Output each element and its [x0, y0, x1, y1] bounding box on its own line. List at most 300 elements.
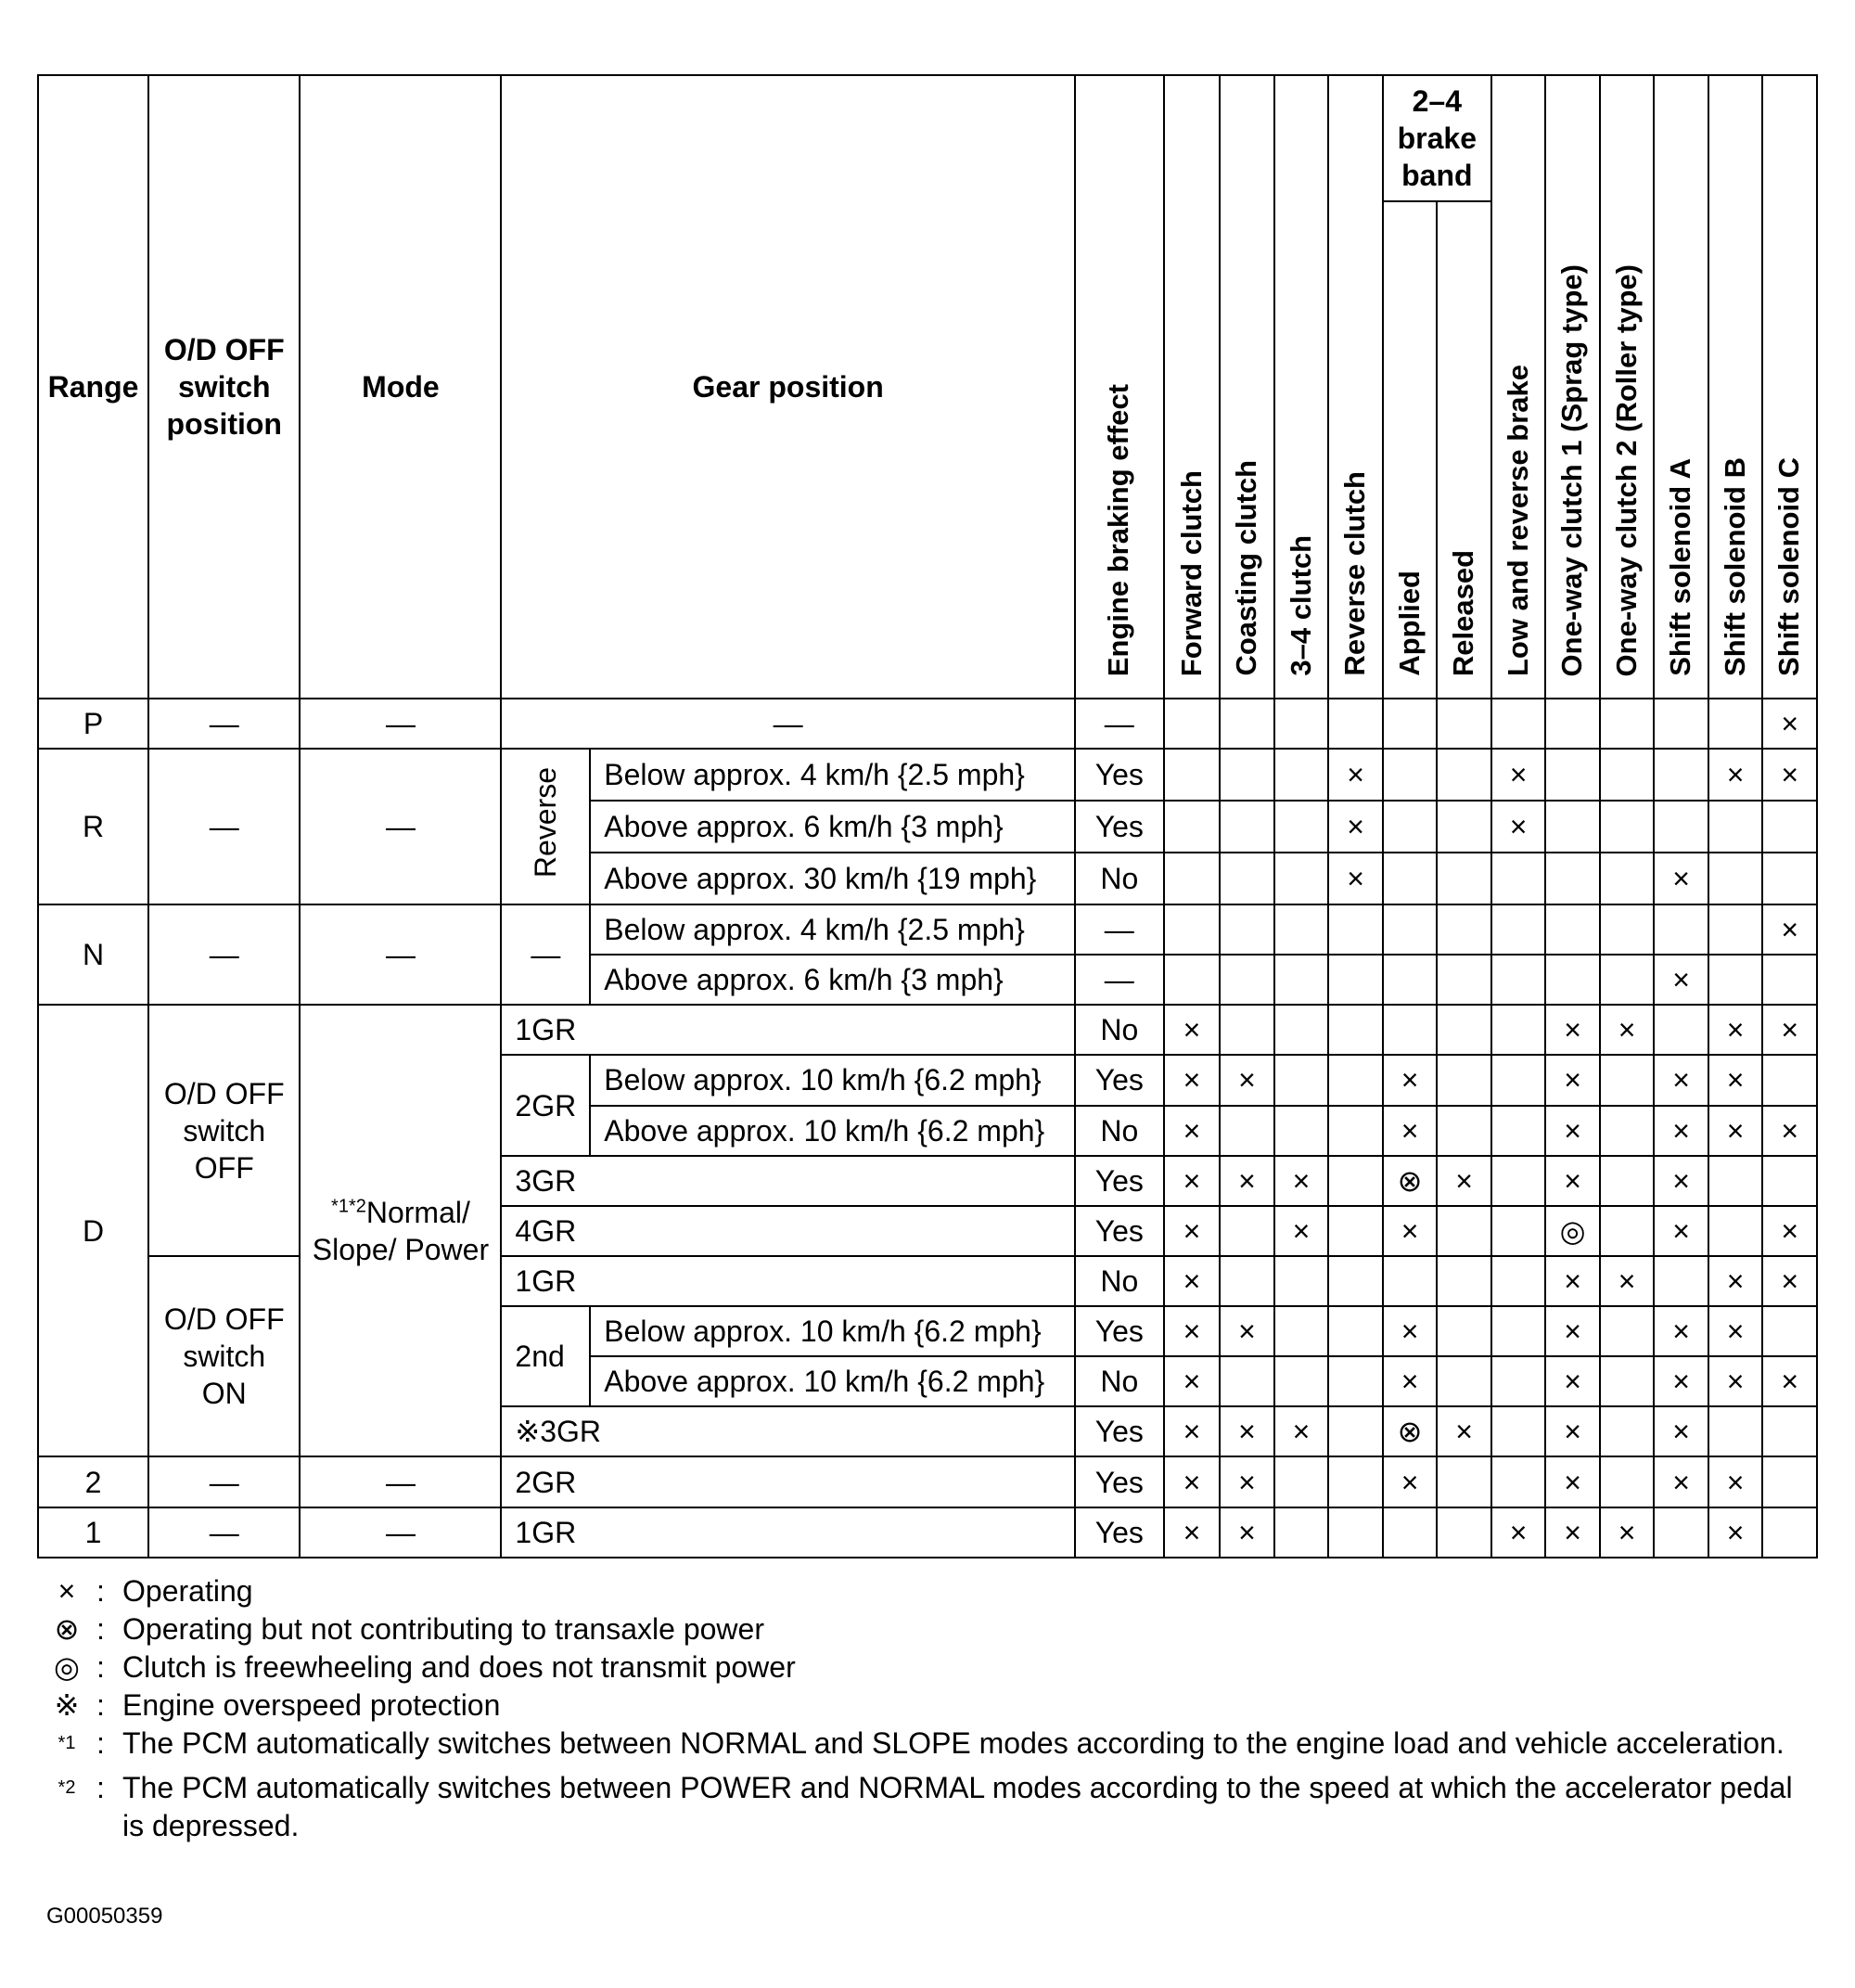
operation-mark — [1654, 1005, 1708, 1055]
header-one-way-clutch-2: One-way clutch 2 (Roller type) — [1600, 75, 1655, 699]
operation-mark — [1762, 1456, 1817, 1507]
operation-mark — [1328, 1256, 1383, 1306]
operation-mark: × — [1164, 1356, 1221, 1406]
operation-mark: × — [1220, 1456, 1274, 1507]
legend-item — [37, 1769, 1818, 1845]
operation-mark — [1545, 749, 1600, 801]
operation-mark — [1437, 1507, 1491, 1558]
legend-symbol: ※ — [54, 1688, 80, 1722]
gear-cell: Above approx. 10 km/h {6.2 mph} — [590, 1356, 1075, 1406]
operation-mark — [1274, 699, 1329, 749]
operation-table — [37, 74, 1818, 1558]
gear-group-reverse: Reverse — [501, 749, 590, 904]
legend-text: The PCM automatically switches between POWER and NORMAL modes according to the speed at which the accelerator pedal is depressed. — [122, 1770, 1793, 1842]
operation-mark: × — [1164, 1406, 1221, 1456]
engine-braking-cell: Yes — [1075, 1156, 1164, 1206]
operation-mark — [1491, 1106, 1546, 1156]
legend-text: Operating but not contributing to transaxle power — [122, 1612, 764, 1646]
mode-cell: — — [300, 1456, 501, 1507]
gear-cell: 2GR — [501, 1456, 1074, 1507]
header-coasting-clutch: Coasting clutch — [1220, 75, 1274, 699]
operation-mark — [1437, 1055, 1491, 1105]
operation-mark: × — [1654, 1406, 1708, 1456]
header-shift-solenoid-b: Shift solenoid B — [1708, 75, 1763, 699]
gear-cell: ※3GR — [501, 1406, 1074, 1456]
operation-mark — [1708, 955, 1763, 1005]
operation-mark — [1328, 1055, 1383, 1105]
operation-mark — [1437, 1206, 1491, 1256]
legend-text: Operating — [122, 1574, 253, 1608]
operation-mark: × — [1545, 1456, 1600, 1507]
operation-mark — [1383, 904, 1438, 955]
operation-mark: × — [1164, 1206, 1221, 1256]
gear-cell: — — [501, 699, 1074, 749]
gear-cell: Above approx. 30 km/h {19 mph} — [590, 853, 1075, 904]
legend-text: Engine overspeed protection — [122, 1688, 501, 1722]
operation-mark — [1708, 904, 1763, 955]
operation-mark: × — [1600, 1507, 1655, 1558]
gear-group-2nd: 2nd — [501, 1306, 590, 1406]
operation-mark: × — [1328, 801, 1383, 853]
operation-mark — [1383, 1507, 1438, 1558]
header-brake-band: 2–4 brake band — [1383, 75, 1491, 201]
operation-mark: × — [1328, 853, 1383, 904]
legend-colon: : — [96, 1574, 105, 1608]
operation-mark — [1708, 853, 1763, 904]
mode-cell — [300, 1005, 501, 1456]
engine-braking-cell: Yes — [1075, 801, 1164, 853]
mode-cell: — — [300, 749, 501, 904]
engine-braking-cell: Yes — [1075, 1306, 1164, 1356]
operation-mark: × — [1220, 1507, 1274, 1558]
operation-mark — [1762, 1406, 1817, 1456]
legend-item — [37, 1687, 1818, 1725]
operation-mark — [1383, 749, 1438, 801]
operation-mark: × — [1383, 1106, 1438, 1156]
operation-mark — [1545, 904, 1600, 955]
operation-mark — [1600, 1106, 1655, 1156]
operation-mark — [1762, 853, 1817, 904]
operation-mark — [1220, 1256, 1274, 1306]
engine-braking-cell: Yes — [1075, 1055, 1164, 1105]
operation-mark — [1491, 699, 1546, 749]
legend-item — [37, 1648, 1818, 1687]
engine-braking-cell: Yes — [1075, 749, 1164, 801]
operation-mark: × — [1545, 1005, 1600, 1055]
operation-mark — [1274, 1106, 1329, 1156]
operation-mark — [1762, 1156, 1817, 1206]
operation-mark — [1545, 699, 1600, 749]
range-cell: 2 — [38, 1456, 148, 1507]
operation-mark — [1383, 853, 1438, 904]
operation-mark: × — [1437, 1156, 1491, 1206]
operation-mark — [1654, 749, 1708, 801]
header-shift-solenoid-a: Shift solenoid A — [1654, 75, 1708, 699]
mode-cell: — — [300, 904, 501, 1005]
operation-mark — [1491, 1306, 1546, 1356]
operation-mark: × — [1708, 1507, 1763, 1558]
operation-mark — [1654, 1507, 1708, 1558]
operation-mark — [1600, 801, 1655, 853]
operation-mark: × — [1164, 1106, 1221, 1156]
operation-mark: ⊗ — [1383, 1156, 1438, 1206]
gear-group-neutral: — — [501, 904, 590, 1005]
operation-mark — [1654, 1256, 1708, 1306]
operation-mark: × — [1164, 1055, 1221, 1105]
operation-mark — [1383, 955, 1438, 1005]
operation-mark — [1164, 699, 1221, 749]
operation-mark: × — [1654, 955, 1708, 1005]
operation-mark — [1654, 699, 1708, 749]
gear-cell: Below approx. 10 km/h {6.2 mph} — [590, 1055, 1075, 1105]
legend-item — [37, 1725, 1818, 1769]
operation-mark — [1328, 904, 1383, 955]
operation-mark — [1274, 749, 1329, 801]
operation-mark: × — [1708, 1005, 1763, 1055]
range-cell: R — [38, 749, 148, 904]
legend — [37, 1572, 1818, 1845]
operation-mark: × — [1545, 1507, 1600, 1558]
operation-mark — [1328, 1456, 1383, 1507]
operation-mark — [1600, 955, 1655, 1005]
operation-mark — [1491, 1356, 1546, 1406]
header-forward-clutch: Forward clutch — [1164, 75, 1221, 699]
operation-mark: × — [1545, 1356, 1600, 1406]
table-row — [38, 1456, 1817, 1507]
operation-mark — [1220, 1005, 1274, 1055]
od-switch-cell: — — [148, 1456, 300, 1507]
operation-mark — [1491, 1256, 1546, 1306]
od-switch-cell: — — [148, 904, 300, 1005]
legend-symbol: *1 — [58, 1733, 76, 1753]
operation-mark — [1383, 699, 1438, 749]
operation-mark — [1762, 801, 1817, 853]
operation-mark: × — [1383, 1055, 1438, 1105]
operation-mark — [1274, 1356, 1329, 1406]
operation-mark — [1220, 801, 1274, 853]
operation-mark — [1220, 1206, 1274, 1256]
operation-mark — [1328, 955, 1383, 1005]
operation-mark: × — [1491, 801, 1546, 853]
gear-cell: Above approx. 10 km/h {6.2 mph} — [590, 1106, 1075, 1156]
header-reverse-clutch: Reverse clutch — [1328, 75, 1383, 699]
gear-cell: 1GR — [501, 1507, 1074, 1558]
operation-mark — [1491, 1456, 1546, 1507]
operation-mark — [1437, 1306, 1491, 1356]
operation-mark — [1600, 1406, 1655, 1456]
operation-mark — [1437, 1256, 1491, 1306]
operation-mark — [1708, 801, 1763, 853]
operation-mark — [1600, 904, 1655, 955]
operation-mark — [1491, 853, 1546, 904]
operation-mark — [1491, 1206, 1546, 1256]
legend-item — [37, 1610, 1818, 1648]
gear-cell: Below approx. 10 km/h {6.2 mph} — [590, 1306, 1075, 1356]
operation-mark — [1328, 1306, 1383, 1356]
operation-mark — [1708, 699, 1763, 749]
header-range: Range — [38, 75, 148, 699]
operation-mark — [1708, 1406, 1763, 1456]
operation-mark: × — [1491, 1507, 1546, 1558]
operation-mark: × — [1600, 1256, 1655, 1306]
operation-mark — [1437, 1456, 1491, 1507]
operation-mark: × — [1708, 1055, 1763, 1105]
operation-mark: × — [1654, 853, 1708, 904]
operation-mark: × — [1383, 1206, 1438, 1256]
engine-braking-cell: No — [1075, 1106, 1164, 1156]
figure-id: G00050359 — [46, 1904, 163, 1929]
header-band-applied: Applied — [1383, 201, 1438, 699]
operation-mark — [1164, 955, 1221, 1005]
operation-mark — [1491, 955, 1546, 1005]
operation-mark: × — [1220, 1406, 1274, 1456]
operation-mark — [1600, 1055, 1655, 1105]
operation-mark — [1437, 1005, 1491, 1055]
legend-colon: : — [96, 1650, 105, 1684]
operation-mark: × — [1600, 1005, 1655, 1055]
operation-mark: ◎ — [1545, 1206, 1600, 1256]
operation-mark — [1437, 749, 1491, 801]
table-row — [38, 904, 1817, 955]
operation-mark — [1220, 699, 1274, 749]
operation-mark — [1762, 1306, 1817, 1356]
operation-mark — [1600, 749, 1655, 801]
legend-colon: : — [96, 1770, 105, 1804]
operation-mark — [1708, 1206, 1763, 1256]
operation-mark — [1328, 1156, 1383, 1206]
operation-mark: × — [1164, 1456, 1221, 1507]
operation-mark — [1491, 1406, 1546, 1456]
od-switch-cell: — — [148, 699, 300, 749]
operation-mark — [1220, 749, 1274, 801]
engine-braking-cell: — — [1075, 904, 1164, 955]
legend-item — [37, 1572, 1818, 1610]
operation-mark — [1762, 955, 1817, 1005]
operation-mark — [1164, 904, 1221, 955]
operation-mark: × — [1654, 1356, 1708, 1406]
legend-colon: : — [96, 1688, 105, 1722]
operation-mark — [1274, 1256, 1329, 1306]
table-row — [38, 1507, 1817, 1558]
legend-symbol: *2 — [58, 1776, 76, 1798]
mode-cell: — — [300, 699, 501, 749]
gear-cell: 4GR — [501, 1206, 1074, 1256]
operation-mark: × — [1654, 1206, 1708, 1256]
operation-mark — [1383, 1005, 1438, 1055]
operation-mark: × — [1164, 1256, 1221, 1306]
header-engine-braking: Engine braking effect — [1075, 75, 1164, 699]
operation-mark — [1491, 1005, 1546, 1055]
operation-mark — [1274, 1306, 1329, 1356]
operation-mark — [1491, 1055, 1546, 1105]
operation-mark — [1328, 1005, 1383, 1055]
operation-mark: × — [1383, 1306, 1438, 1356]
operation-mark: × — [1274, 1156, 1329, 1206]
operation-mark — [1164, 749, 1221, 801]
header-od-switch: O/D OFF switch position — [148, 75, 300, 699]
operation-mark — [1274, 1055, 1329, 1105]
od-switch-cell: O/D OFF switch OFF — [148, 1005, 300, 1256]
operation-mark: × — [1383, 1456, 1438, 1507]
legend-text: Clutch is freewheeling and does not transmit power — [122, 1650, 796, 1684]
operation-mark — [1654, 904, 1708, 955]
header-low-reverse-brake: Low and reverse brake — [1491, 75, 1546, 699]
operation-mark — [1437, 1106, 1491, 1156]
operation-mark: × — [1545, 1256, 1600, 1306]
engine-braking-cell: — — [1075, 955, 1164, 1005]
range-cell: 1 — [38, 1507, 148, 1558]
operation-mark — [1491, 904, 1546, 955]
gear-cell: 3GR — [501, 1156, 1074, 1206]
od-switch-cell: O/D OFF switch ON — [148, 1256, 300, 1457]
range-cell: D — [38, 1005, 148, 1456]
engine-braking-cell: No — [1075, 1356, 1164, 1406]
operation-mark: × — [1654, 1456, 1708, 1507]
operation-mark — [1437, 1356, 1491, 1406]
operation-mark — [1600, 1356, 1655, 1406]
operation-mark: × — [1708, 1456, 1763, 1507]
operation-mark: ⊗ — [1383, 1406, 1438, 1456]
operation-mark — [1600, 1306, 1655, 1356]
operation-mark: × — [1274, 1206, 1329, 1256]
operation-mark: × — [1164, 1306, 1221, 1356]
operation-mark — [1600, 1456, 1655, 1507]
gear-cell: 1GR — [501, 1256, 1074, 1306]
operation-mark — [1328, 1406, 1383, 1456]
operation-mark: × — [1762, 904, 1817, 955]
gear-cell: Below approx. 4 km/h {2.5 mph} — [590, 904, 1075, 955]
operation-mark — [1762, 1507, 1817, 1558]
operation-mark — [1437, 853, 1491, 904]
operation-mark: × — [1762, 749, 1817, 801]
mode-cell: — — [300, 1507, 501, 1558]
operation-mark — [1274, 1005, 1329, 1055]
gear-cell: 1GR — [501, 1005, 1074, 1055]
operation-mark — [1328, 1106, 1383, 1156]
gear-cell: Above approx. 6 km/h {3 mph} — [590, 955, 1075, 1005]
operation-mark: × — [1762, 1256, 1817, 1306]
operation-mark — [1328, 699, 1383, 749]
operation-mark: × — [1654, 1106, 1708, 1156]
operation-mark: × — [1708, 1356, 1763, 1406]
gear-cell: Below approx. 4 km/h {2.5 mph} — [590, 749, 1075, 801]
operation-mark — [1328, 1507, 1383, 1558]
operation-mark — [1274, 801, 1329, 853]
od-switch-cell: — — [148, 1507, 300, 1558]
legend-symbol: ⊗ — [54, 1612, 80, 1646]
legend-symbol: ◎ — [54, 1650, 80, 1684]
operation-mark: × — [1762, 1106, 1817, 1156]
legend-colon: : — [96, 1726, 105, 1760]
operation-mark — [1328, 1356, 1383, 1406]
operation-mark: × — [1762, 699, 1817, 749]
header-one-way-clutch-1: One-way clutch 1 (Sprag type) — [1545, 75, 1600, 699]
engine-braking-cell: Yes — [1075, 1507, 1164, 1558]
operation-mark — [1545, 955, 1600, 1005]
engine-braking-cell: Yes — [1075, 1406, 1164, 1456]
operation-mark: × — [1545, 1106, 1600, 1156]
operation-mark — [1545, 801, 1600, 853]
range-cell: P — [38, 699, 148, 749]
legend-text: The PCM automatically switches between NORMAL and SLOPE modes according to the engine load and vehicle acceleration. — [122, 1726, 1785, 1760]
operation-mark: × — [1328, 749, 1383, 801]
operation-mark: × — [1545, 1306, 1600, 1356]
operation-mark: × — [1654, 1055, 1708, 1105]
legend-colon: : — [96, 1612, 105, 1646]
operation-mark — [1220, 1106, 1274, 1156]
operation-mark: × — [1164, 1005, 1221, 1055]
operation-mark — [1383, 1256, 1438, 1306]
operation-mark — [1220, 955, 1274, 1005]
operation-mark — [1274, 955, 1329, 1005]
operation-mark — [1164, 853, 1221, 904]
operation-mark: × — [1491, 749, 1546, 801]
operation-mark: × — [1274, 1406, 1329, 1456]
operation-mark: × — [1708, 1106, 1763, 1156]
operation-mark: × — [1708, 749, 1763, 801]
operation-mark: × — [1545, 1156, 1600, 1206]
operation-mark — [1600, 699, 1655, 749]
engine-braking-cell: Yes — [1075, 1456, 1164, 1507]
operation-mark: × — [1762, 1206, 1817, 1256]
operation-mark — [1164, 801, 1221, 853]
operation-mark — [1654, 801, 1708, 853]
operation-mark — [1383, 801, 1438, 853]
operation-mark: × — [1164, 1507, 1221, 1558]
operation-mark: × — [1762, 1356, 1817, 1406]
operation-mark — [1220, 1356, 1274, 1406]
header-band-released: Released — [1437, 201, 1491, 699]
gear-group-2gr: 2GR — [501, 1055, 590, 1155]
operation-mark: × — [1762, 1005, 1817, 1055]
engine-braking-cell: No — [1075, 1005, 1164, 1055]
operation-mark — [1762, 1055, 1817, 1105]
engine-braking-cell: — — [1075, 699, 1164, 749]
header-3-4-clutch: 3–4 clutch — [1274, 75, 1329, 699]
table-row — [38, 749, 1817, 801]
operation-mark: × — [1654, 1156, 1708, 1206]
operation-mark — [1274, 1456, 1329, 1507]
operation-mark: × — [1545, 1055, 1600, 1105]
header-shift-solenoid-c: Shift solenoid C — [1762, 75, 1817, 699]
operation-mark: × — [1437, 1406, 1491, 1456]
operation-mark: × — [1164, 1156, 1221, 1206]
operation-mark — [1274, 904, 1329, 955]
engine-braking-cell: No — [1075, 1256, 1164, 1306]
operation-mark: × — [1708, 1256, 1763, 1306]
operation-mark — [1600, 853, 1655, 904]
operation-mark: × — [1220, 1306, 1274, 1356]
gear-cell: Above approx. 6 km/h {3 mph} — [590, 801, 1075, 853]
od-switch-cell: — — [148, 749, 300, 904]
operation-mark — [1437, 699, 1491, 749]
table-row — [38, 699, 1817, 749]
operation-mark — [1274, 853, 1329, 904]
table-row — [38, 1005, 1817, 1055]
operation-mark — [1708, 1156, 1763, 1206]
legend-symbol: × — [58, 1574, 76, 1608]
operation-mark — [1437, 904, 1491, 955]
header-mode: Mode — [300, 75, 501, 699]
operation-mark — [1274, 1507, 1329, 1558]
mode-footnote-marks: *1*2 — [331, 1196, 366, 1217]
operation-mark: × — [1383, 1356, 1438, 1406]
operation-mark — [1545, 853, 1600, 904]
operation-mark: × — [1654, 1306, 1708, 1356]
operation-mark — [1328, 1206, 1383, 1256]
operation-mark — [1600, 1156, 1655, 1206]
engine-braking-cell: No — [1075, 853, 1164, 904]
